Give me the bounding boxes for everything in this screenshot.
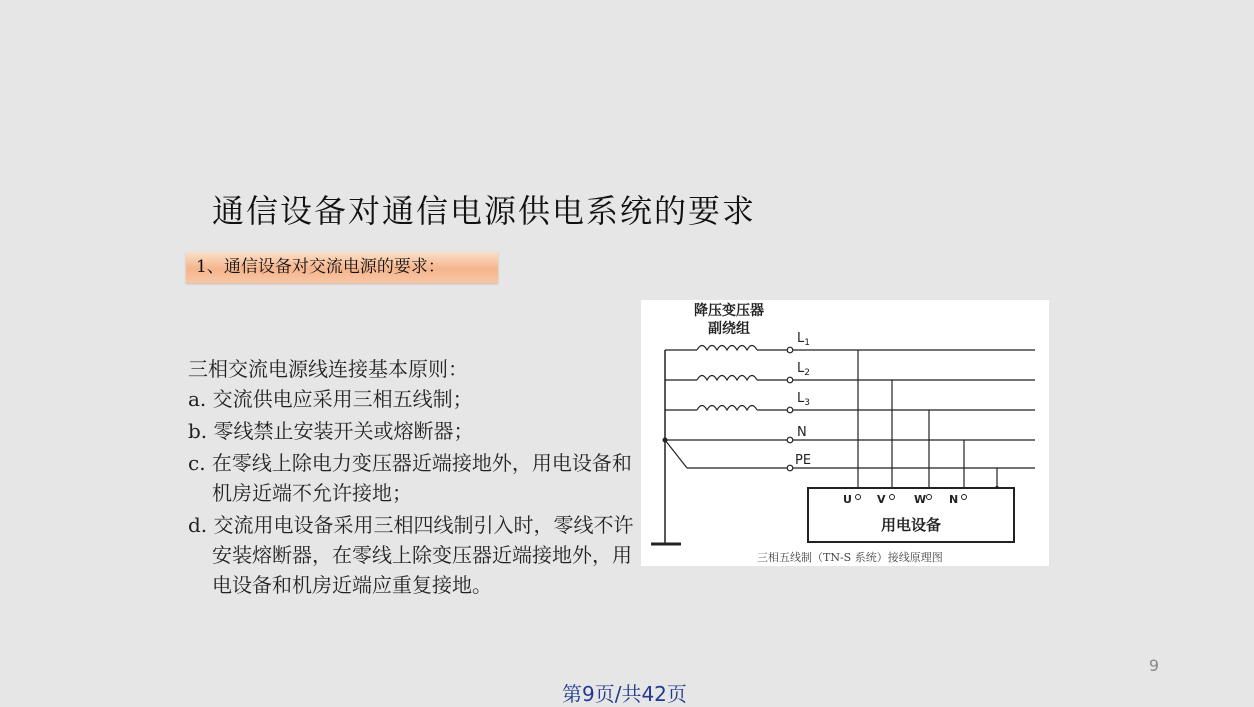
label-l2: $L_2$ <box>797 361 810 378</box>
terminal-label-n: N <box>949 493 959 506</box>
terminal-l1 <box>787 347 793 353</box>
transformer-label-line2: 副绕组 <box>708 321 750 337</box>
wiring-diagram-svg <box>641 300 1049 566</box>
list-item: b. 零线禁止安装开关或熔断器； <box>188 419 474 443</box>
footer-page-indicator: 第9页/共42页 <box>562 682 687 706</box>
label-l1: $L_1$ <box>797 331 810 348</box>
terminal-l2 <box>787 377 793 383</box>
terminal-l3 <box>787 407 793 413</box>
equipment-label: 用电设备 <box>880 516 942 534</box>
terminal-label-u: U <box>843 493 852 506</box>
slide-title: 通信设备对通信电源供电系统的要求 <box>212 192 757 230</box>
terminal-label-w: W <box>914 493 927 506</box>
list-item: d. 交流用电设备采用三相四线制引入时，零线不许安装熔断器，在零线上除变压器近端接地外，用电设备和机房近端应重复接地。 <box>188 513 634 597</box>
terminal-n <box>787 437 793 443</box>
body-text <box>188 354 638 600</box>
coil-l2 <box>697 376 757 381</box>
page-number: 9 <box>1148 656 1159 675</box>
diagram-caption: 三相五线制（TN-S 系统）接线原理图 <box>757 551 943 564</box>
coil-l3 <box>697 406 757 411</box>
intro-text: 三相交流电源线连接基本原则： <box>188 357 468 381</box>
section-heading: 1、通信设备对交流电源的要求： <box>186 252 498 283</box>
label-pe: PE <box>795 453 812 468</box>
label-n: N <box>797 425 807 440</box>
wiring-diagram <box>641 300 1049 566</box>
coil-l1 <box>697 346 757 351</box>
list-item: a. 交流供电应采用三相五线制； <box>188 387 473 411</box>
list-item: c. 在零线上除电力变压器近端接地外，用电设备和机房近端不允许接地； <box>188 451 632 505</box>
terminal-label-v: V <box>877 493 886 506</box>
terminal-pe <box>787 465 793 471</box>
transformer-label-line1: 降压变压器 <box>694 303 764 319</box>
label-l3: $L_3$ <box>797 391 810 408</box>
